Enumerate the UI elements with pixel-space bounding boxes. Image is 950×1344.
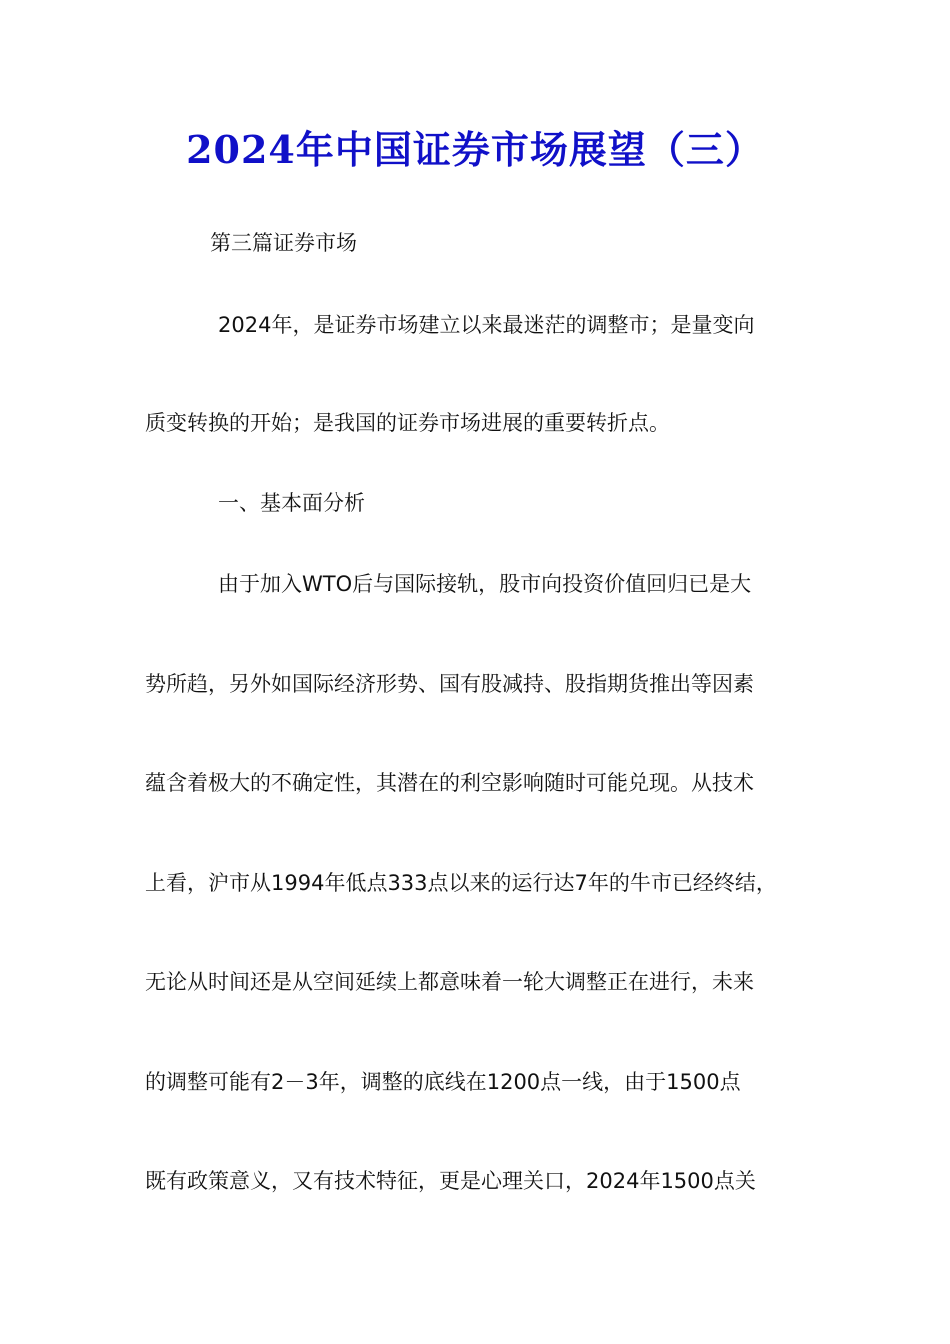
paragraph-line: 无论从时间还是从空间延续上都意味着一轮大调整正在进行，未来 <box>145 970 754 994</box>
paragraph-line: 由于加入WTO后与国际接轨，股市向投资价值回归已是大 <box>218 572 752 596</box>
paragraph-line: 势所趋，另外如国际经济形势、国有股减持、股指期货推出等因素 <box>145 672 754 696</box>
section-subtitle: 第三篇证券市场 <box>210 231 357 255</box>
section-heading: 一、基本面分析 <box>218 491 365 515</box>
paragraph-line: 2024年，是证券市场建立以来最迷茫的调整市；是量变向 <box>218 313 755 337</box>
paragraph-line: 既有政策意义，又有技术特征，更是心理关口，2024年1500点关 <box>145 1169 756 1193</box>
document-title: 2024年中国证券市场展望（三） <box>186 127 764 172</box>
paragraph-line: 的调整可能有2－3年，调整的底线在1200点一线，由于1500点 <box>145 1070 741 1094</box>
paragraph-line: 上看，沪市从1994年低点333点以来的运行达7年的牛市已经终结， <box>145 871 777 895</box>
paragraph-line: 蕴含着极大的不确定性，其潜在的利空影响随时可能兑现。从技术 <box>145 771 754 795</box>
paragraph-line: 质变转换的开始；是我国的证券市场进展的重要转折点。 <box>145 411 670 435</box>
